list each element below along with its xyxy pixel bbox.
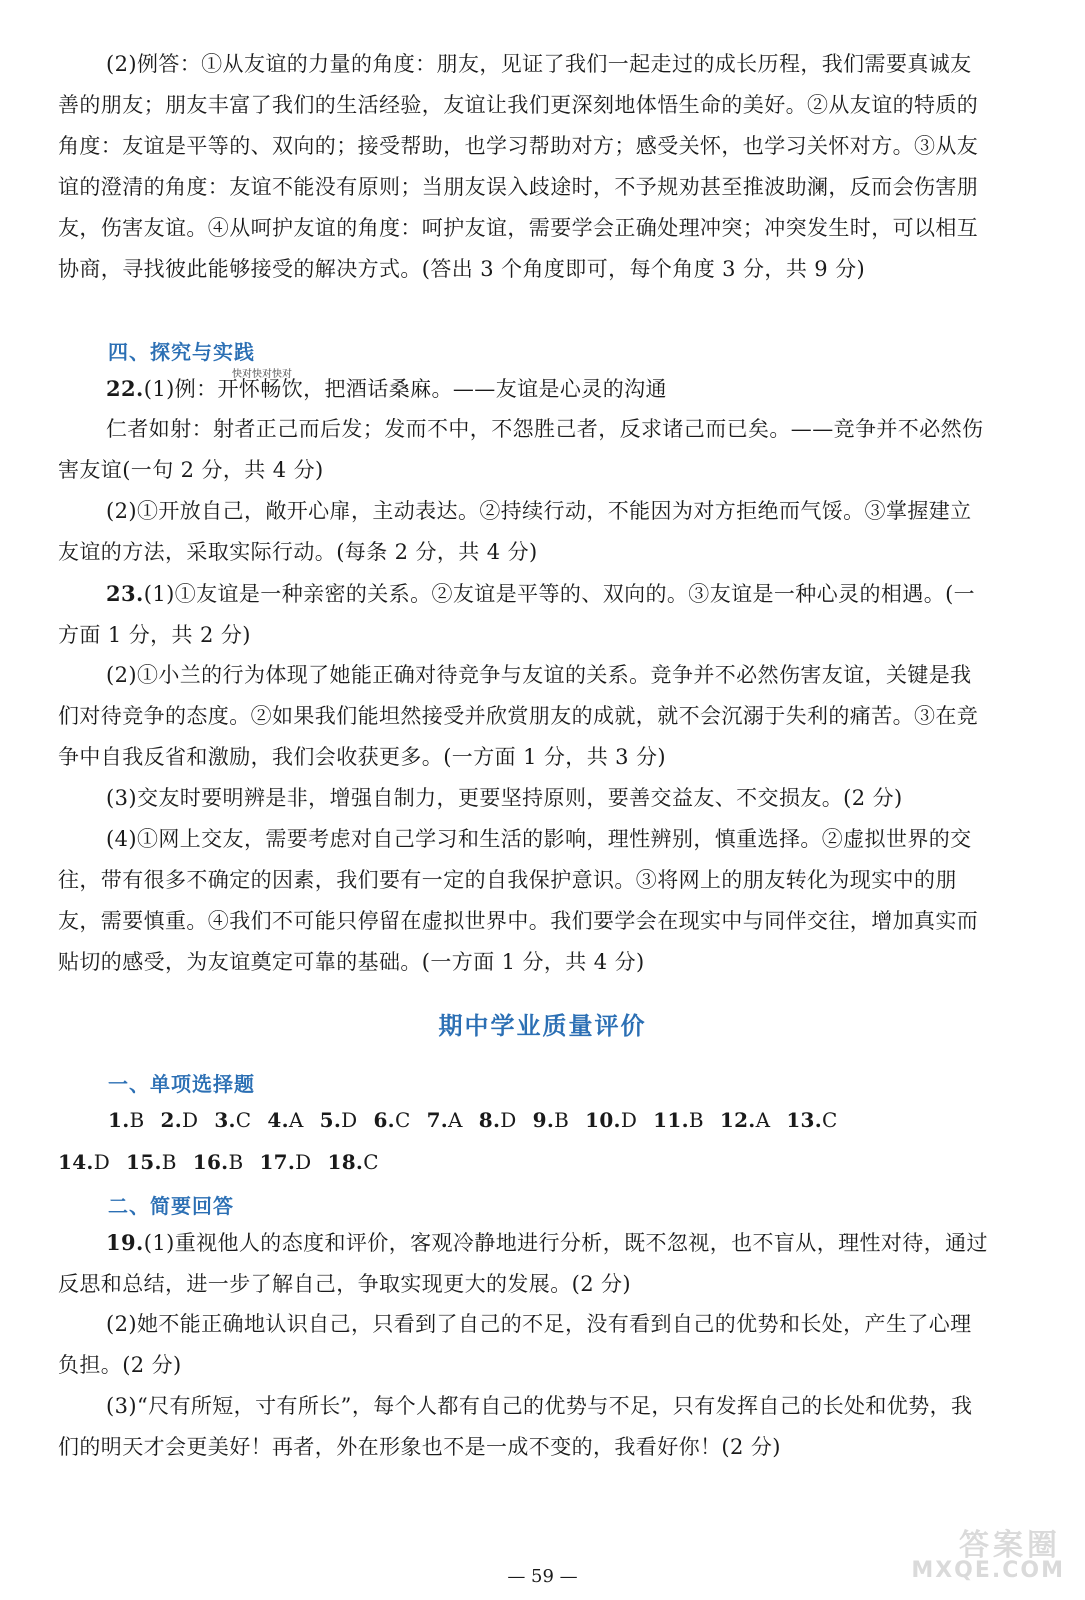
q23-part4-answer: (4)①网上交友，需要考虑对自己学习和生活的影响，理性辨别，慎重选择。②虚拟世界的交往，带有很多不确定的因素，我们要有一定的自我保护意识。③将网上的朋友转化为现实中的朋友，需要慎重。④我们不可能只停留在虚拟世界中。我们要学会在现实中与同伴交往，增加真实而贴切的感受，为友谊奠定可靠的基础。(一方面 1 分，共 4 分) xyxy=(58,827,979,974)
q23-part2-answer: (2)①小兰的行为体现了她能正确对待竞争与友谊的关系。竞争并不必然伤害友谊，关键是我们对待竞争的态度。②如果我们能坦然接受并欣赏朋友的成就，就不会沉溺于失利的痛苦。③在竞争中自我反省和激励，我们会收获更多。(一方面 1 分，共 3 分) xyxy=(58,663,979,769)
answer-item xyxy=(328,1150,379,1174)
answer-letter: B xyxy=(688,1108,704,1132)
answer-number: 11. xyxy=(653,1108,689,1132)
answer-letter: D xyxy=(341,1108,358,1132)
section-heading-choice: 一、单项选择题 xyxy=(108,1072,255,1096)
answer-number: 1. xyxy=(108,1108,130,1132)
q19-part3-answer: (3)“尺有所短，寸有所长”，每个人都有自己的优势与不足，只有发挥自己的长处和优势，我们的明天才会更美好！再者，外在形象也不是一成不变的，我看好你！(2 分) xyxy=(58,1394,973,1459)
answer-number: 9. xyxy=(532,1108,555,1132)
q19-part2-answer: (2)她不能正确地认识自己，只看到了自己的不足，没有看到自己的优势和长处，产生了心理负担。(2 分) xyxy=(58,1312,972,1377)
answer-item xyxy=(126,1150,177,1174)
q22-part1-example: (1)例：开怀畅饮，把酒话桑麻。——友谊是心灵的沟通 xyxy=(143,377,667,401)
section-heading-short-answer: 二、简要回答 xyxy=(108,1194,234,1218)
answer-item xyxy=(479,1108,517,1132)
watermark-url: MXQE.COM xyxy=(911,1558,1065,1583)
answer-item xyxy=(786,1108,837,1132)
q19-number: 19. xyxy=(106,1230,144,1255)
answer-number: 2. xyxy=(160,1108,182,1132)
watermark-text: 答案圈 xyxy=(959,1528,1061,1563)
answer-item xyxy=(108,1108,144,1132)
watermark-logo xyxy=(901,1520,1071,1590)
answer-row-1 xyxy=(108,1108,854,1132)
stamp-mark: 快对快对快对 xyxy=(232,369,292,380)
answer-item xyxy=(58,1150,110,1174)
answer-number: 7. xyxy=(426,1108,449,1132)
q22-part1-line1 xyxy=(58,368,988,410)
answer-item xyxy=(160,1108,198,1132)
answer-letter: C xyxy=(363,1150,379,1174)
q22-part1-line2: 仁者如射：射者正己而后发；发而不中，不怨胜己者，反求诸己而已矣。——竞争并不必然伤害友谊(一句 2 分，共 4 分) xyxy=(58,417,984,482)
answer-number: 12. xyxy=(719,1108,756,1132)
answer-letter: B xyxy=(554,1108,570,1132)
answer-letter: D xyxy=(93,1150,111,1174)
answer-letter: D xyxy=(181,1108,199,1132)
q22-number: 22. xyxy=(106,376,144,401)
answer-number: 6. xyxy=(373,1108,395,1132)
answer-letter: B xyxy=(228,1150,244,1174)
answer-letter: A xyxy=(288,1108,304,1132)
answer-number: 16. xyxy=(192,1150,229,1174)
answer-item xyxy=(533,1108,569,1132)
answer-letter: D xyxy=(500,1108,517,1132)
answer-item xyxy=(427,1108,463,1132)
answer-letter: D xyxy=(620,1108,638,1132)
answer-number: 3. xyxy=(214,1108,236,1132)
answer-item xyxy=(720,1108,770,1132)
q19-part1-answer xyxy=(58,1222,988,1305)
answer-item xyxy=(214,1108,251,1132)
answer-number: 14. xyxy=(58,1150,94,1174)
answer-letter: D xyxy=(295,1150,312,1174)
answer-number: 8. xyxy=(478,1108,501,1132)
answer-number: 17. xyxy=(259,1150,296,1174)
answer-item xyxy=(193,1150,244,1174)
q23-part1-text: (1)①友谊是一种亲密的关系。②友谊是平等的、双向的。③友谊是一种心灵的相遇。(一方面 1 分，共 2 分) xyxy=(58,582,976,647)
answer-number: 15. xyxy=(126,1150,162,1174)
answer-number: 18. xyxy=(327,1150,364,1174)
answer-item xyxy=(653,1108,704,1132)
answer-number: 4. xyxy=(267,1108,289,1132)
page-number: — 59 — xyxy=(507,1566,578,1587)
answer-letter: A xyxy=(448,1108,463,1132)
answer-letter: C xyxy=(394,1108,411,1132)
q21-part2-answer: (2)例答：①从友谊的力量的角度：朋友，见证了我们一起走过的成长历程，我们需要真诚友善的朋友；朋友丰富了我们的生活经验，友谊让我们更深刻地体悟生命的美好。②从友谊的特质的角度：友谊是平等的、双向的；接受帮助，也学习帮助对方；感受关怀，也学习关怀对方。③从友谊的澄清的角度：友谊不能没有原则；当朋友误入歧途时，不予规劝甚至推波助澜，反而会伤害朋友，伤害友谊。④从呵护友谊的角度：呵护友谊，需要学会正确处理冲突；冲突发生时，可以相互协商，寻找彼此能够接受的解决方式。(答出 3 个角度即可，每个角度 3 分，共 9 分) xyxy=(58,52,979,281)
answer-row-2 xyxy=(58,1150,395,1174)
q23-number: 23. xyxy=(106,581,144,606)
section-heading-inquiry: 四、探究与实践 xyxy=(108,340,255,364)
answer-letter: B xyxy=(129,1108,145,1132)
answer-item xyxy=(585,1108,637,1132)
answer-item xyxy=(267,1108,303,1132)
answer-number: 5. xyxy=(319,1108,342,1132)
q23-part3-answer: (3)交友时要明辨是非，增强自制力，更要坚持原则，要善交益友、不交损友。(2 分) xyxy=(106,786,903,810)
answer-item xyxy=(259,1150,311,1174)
answer-item xyxy=(320,1108,358,1132)
answer-letter: C xyxy=(235,1108,252,1132)
q22-part2-answer: (2)①开放自己，敞开心扉，主动表达。②持续行动，不能因为对方拒绝而气馁。③掌握建立友谊的方法，采取实际行动。(每条 2 分，共 4 分) xyxy=(58,499,972,564)
answer-number: 10. xyxy=(585,1108,621,1132)
q19-part1-text: (1)重视他人的态度和评价，客观冷静地进行分析，既不忽视，也不盲从，理性对待，通过反思和总结，进一步了解自己，争取实现更大的发展。(2 分) xyxy=(58,1231,988,1296)
answer-item xyxy=(373,1108,410,1132)
answer-letter: C xyxy=(822,1108,838,1132)
answer-letter: B xyxy=(161,1150,177,1174)
page-title: 期中学业质量评价 xyxy=(438,1012,647,1040)
answer-letter: A xyxy=(755,1108,771,1132)
answer-number: 13. xyxy=(786,1108,823,1132)
q23-part1-answer xyxy=(58,573,988,656)
